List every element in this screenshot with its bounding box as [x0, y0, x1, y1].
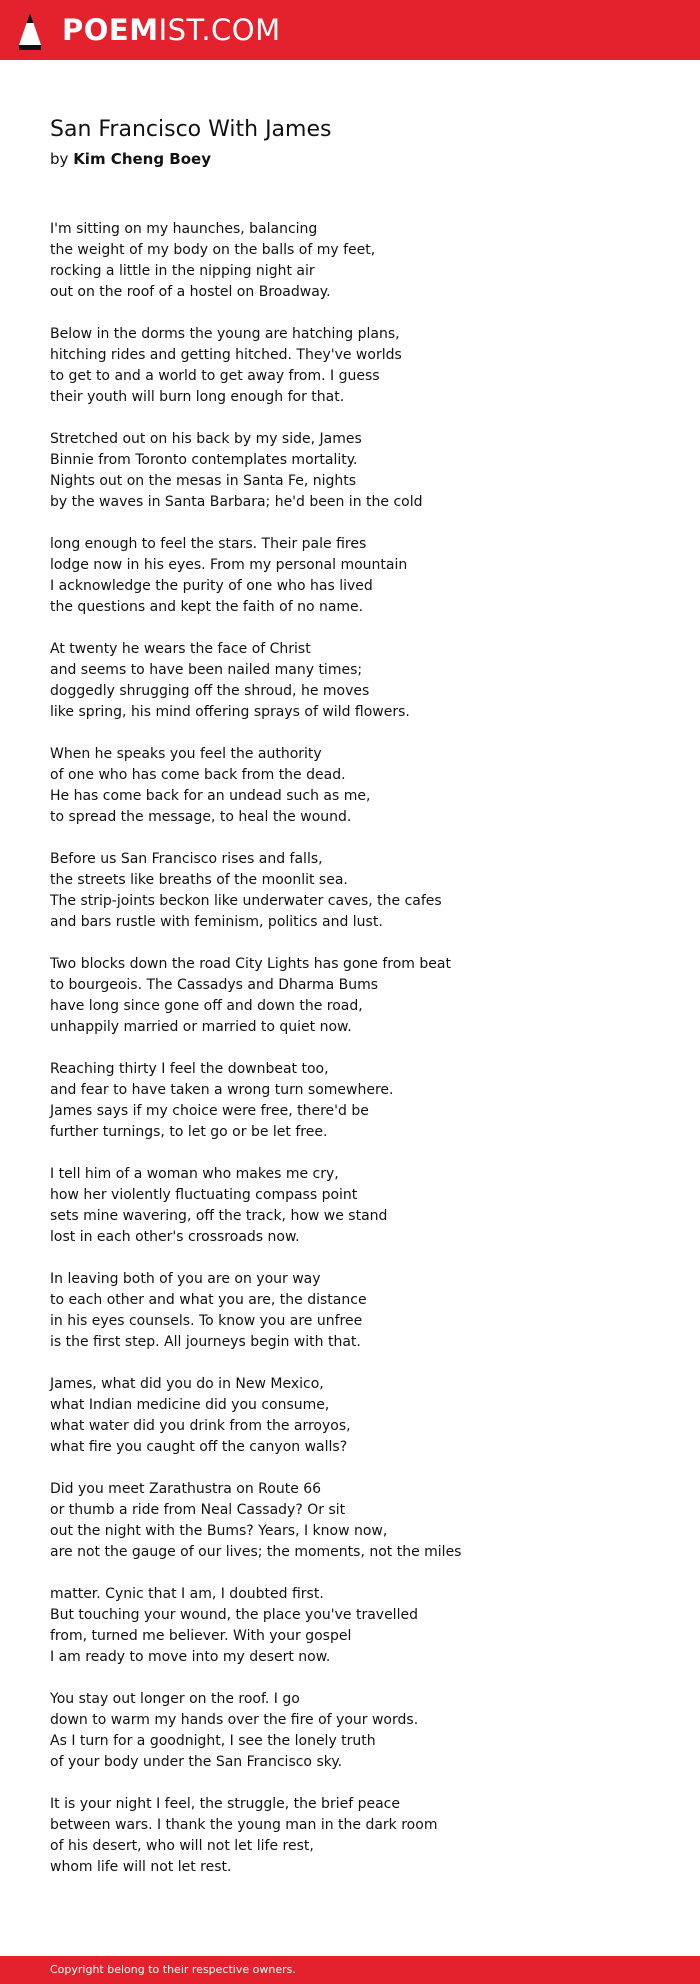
poem-line: Below in the dorms the young are hatching plans, — [50, 326, 400, 342]
poem-stanza — [50, 324, 650, 408]
poem-line: what fire you caught off the canyon walls? — [50, 1439, 348, 1455]
poem-line: I'm sitting on my haunches, balancing — [50, 221, 318, 237]
site-footer — [0, 1956, 700, 1984]
poem-line: When he speaks you feel the authority — [50, 746, 322, 762]
by-label: by — [50, 150, 69, 168]
poem-line: long enough to feel the stars. Their pale fires — [50, 536, 367, 552]
poem-line: matter. Cynic that I am, I doubted first. — [50, 1586, 324, 1602]
poem-stanza — [50, 639, 650, 723]
poem-line: It is your night I feel, the struggle, the brief peace — [50, 1796, 400, 1812]
poem-line: what water did you drink from the arroyos, — [50, 1418, 351, 1434]
poem-title: San Francisco With James — [50, 117, 332, 142]
poem-line: from, turned me believer. With your gospel — [50, 1628, 352, 1644]
poem-line: what Indian medicine did you consume, — [50, 1397, 330, 1413]
poem-line: are not the gauge of our lives; the moments, not the miles — [50, 1544, 462, 1560]
poem-stanza — [50, 1374, 650, 1458]
poem-line: But touching your wound, the place you've travelled — [50, 1607, 418, 1623]
poem-line: of your body under the San Francisco sky. — [50, 1754, 343, 1770]
poem-author: Kim Cheng Boey — [73, 150, 211, 168]
poem-body — [50, 219, 650, 1899]
poem-line: rocking a little in the nipping night air — [50, 263, 315, 279]
copyright-notice: Copyright belong to their respective owners. — [50, 1963, 296, 1976]
poem-line: out the night with the Bums? Years, I know now, — [50, 1523, 388, 1539]
poem-line: out on the roof of a hostel on Broadway. — [50, 284, 331, 300]
poem-stanza — [50, 1269, 650, 1353]
logo-text-light: IST.COM — [158, 13, 281, 47]
poem-line: Binnie from Toronto contemplates mortality. — [50, 452, 358, 468]
poem-line: further turnings, to let go or be let free. — [50, 1124, 328, 1140]
poem-stanza — [50, 1689, 650, 1773]
poem-line: or thumb a ride from Neal Cassady? Or sit — [50, 1502, 346, 1518]
poem-line: doggedly shrugging off the shroud, he moves — [50, 683, 370, 699]
poem-line: the weight of my body on the balls of my feet, — [50, 242, 376, 258]
poem-line: He has come back for an undead such as me, — [50, 788, 371, 804]
poem-line: their youth will burn long enough for that. — [50, 389, 345, 405]
poem-stanza — [50, 954, 650, 1038]
poem-line: to each other and what you are, the distance — [50, 1292, 367, 1308]
poem-line: and bars rustle with feminism, politics and lust. — [50, 914, 383, 930]
poem-line: James, what did you do in New Mexico, — [50, 1376, 324, 1392]
poem-stanza — [50, 534, 650, 618]
poem-line: by the waves in Santa Barbara; he'd been in the cold — [50, 494, 423, 510]
poem-line: Before us San Francisco rises and falls, — [50, 851, 323, 867]
poem-line: lodge now in his eyes. From my personal mountain — [50, 557, 408, 573]
poem-line: to bourgeois. The Cassadys and Dharma Bums — [50, 977, 379, 993]
poem-line: and fear to have taken a wrong turn somewhere. — [50, 1082, 394, 1098]
poem-line: Two blocks down the road City Lights has gone from beat — [50, 956, 451, 972]
poem-line: how her violently fluctuating compass point — [50, 1187, 358, 1203]
poem-line: in his eyes counsels. To know you are unfree — [50, 1313, 363, 1329]
poem-line: like spring, his mind offering sprays of wild flowers. — [50, 704, 410, 720]
poem-stanza — [50, 1164, 650, 1248]
poem-line: The strip-joints beckon like underwater caves, the cafes — [50, 893, 442, 909]
poem-line: to spread the message, to heal the wound. — [50, 809, 352, 825]
poem-line: At twenty he wears the face of Christ — [50, 641, 311, 657]
poem-stanza — [50, 744, 650, 828]
poem-line: whom life will not let rest. — [50, 1859, 232, 1875]
poem-stanza — [50, 849, 650, 933]
poem-line: of one who has come back from the dead. — [50, 767, 346, 783]
poem-line: hitching rides and getting hitched. They've worlds — [50, 347, 402, 363]
poem-stanza — [50, 1479, 650, 1563]
poem-line: Stretched out on his back by my side, James — [50, 431, 362, 447]
poem-line: As I turn for a goodnight, I see the lonely truth — [50, 1733, 376, 1749]
poem-line: between wars. I thank the young man in the dark room — [50, 1817, 438, 1833]
poem-line: Did you meet Zarathustra on Route 66 — [50, 1481, 322, 1497]
poem-line: have long since gone off and down the road, — [50, 998, 363, 1014]
poem-line: is the first step. All journeys begin with that. — [50, 1334, 361, 1350]
poem-line: I tell him of a woman who makes me cry, — [50, 1166, 339, 1182]
poem-stanza — [50, 1794, 650, 1878]
poem-line: Reaching thirty I feel the downbeat too, — [50, 1061, 329, 1077]
pencil-tip-icon[interactable] — [17, 11, 43, 51]
poem-line: and seems to have been nailed many times; — [50, 662, 363, 678]
poem-line: unhappily married or married to quiet now. — [50, 1019, 352, 1035]
poem-line: sets mine wavering, off the track, how we stand — [50, 1208, 388, 1224]
poem-line: the streets like breaths of the moonlit sea. — [50, 872, 348, 888]
poem-byline — [50, 148, 211, 170]
poem-stanza — [50, 1584, 650, 1668]
poem-stanza — [50, 219, 650, 303]
site-header — [0, 0, 700, 60]
poem-line: Nights out on the mesas in Santa Fe, nights — [50, 473, 357, 489]
poem-line: the questions and kept the faith of no name. — [50, 599, 364, 615]
site-logo[interactable] — [62, 11, 281, 49]
poem-line: of his desert, who will not let life rest, — [50, 1838, 314, 1854]
poem-line: down to warm my hands over the fire of your words. — [50, 1712, 419, 1728]
poem-line: I am ready to move into my desert now. — [50, 1649, 331, 1665]
poem-line: I acknowledge the purity of one who has lived — [50, 578, 373, 594]
poem-line: In leaving both of you are on your way — [50, 1271, 321, 1287]
poem-line: You stay out longer on the roof. I go — [50, 1691, 300, 1707]
poem-stanza — [50, 1059, 650, 1143]
poem-line: to get to and a world to get away from. I guess — [50, 368, 380, 384]
poem-line: lost in each other's crossroads now. — [50, 1229, 300, 1245]
poem-stanza — [50, 429, 650, 513]
poem-line: James says if my choice were free, there'd be — [50, 1103, 369, 1119]
logo-text-bold: POEM — [62, 13, 159, 47]
